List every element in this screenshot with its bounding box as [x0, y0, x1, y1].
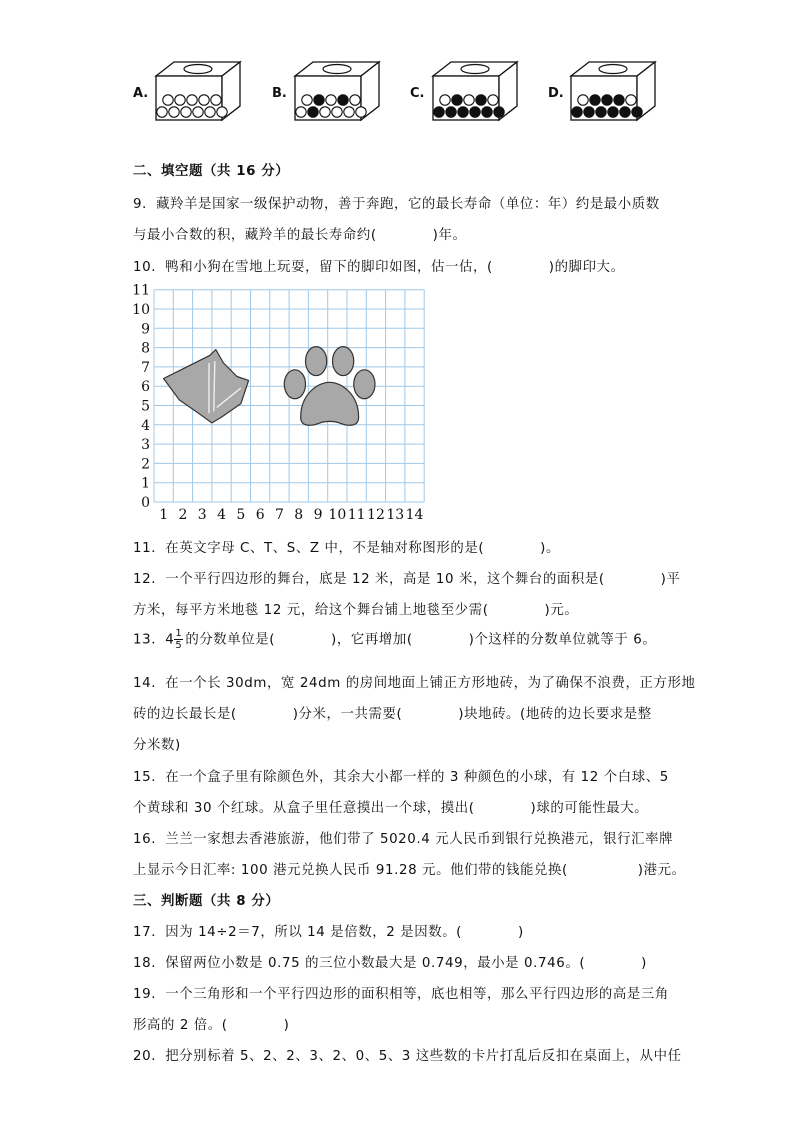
q13-whole: 4 [165, 632, 175, 648]
q12-line2: 方米，每平方米地毯 12 元，给这个舞台铺上地毯至少需( )元。 [133, 603, 579, 618]
q10-line1: 10．鸭和小狗在雪地上玩耍，留下的脚印如图，估一估，( )的脚印大。 [133, 260, 625, 275]
option-a-box [152, 58, 244, 122]
x-tick-label: 13 [386, 507, 405, 523]
white-ball [169, 107, 179, 117]
white-ball [440, 95, 450, 105]
q14-line1: 14．在一个长 30dm，宽 24dm 的房间地面上铺正方形地砖，为了确保不浪费，正方形地 [133, 676, 696, 691]
white-ball [356, 107, 366, 117]
black-ball [458, 107, 468, 117]
black-ball [632, 107, 642, 117]
white-ball [217, 107, 227, 117]
black-ball [446, 107, 456, 117]
white-ball [488, 95, 498, 105]
section-title-judgement: 三、判断题（共 8 分） [133, 894, 280, 909]
black-ball [602, 95, 612, 105]
q16-line2: 上显示今日汇率: 100 港元兑换人民币 91.28 元。他们带的钱能兑换( )港元。 [133, 863, 686, 878]
black-ball [596, 107, 606, 117]
x-tick-label: 3 [197, 507, 207, 523]
white-ball [193, 107, 203, 117]
x-tick-label: 1 [159, 507, 169, 523]
dog-toe-pad [333, 347, 354, 376]
black-ball [476, 95, 486, 105]
q18-line1: 18．保留两位小数是 0.75 的三位小数最大是 0.749，最小是 0.746。( ) [133, 956, 647, 971]
x-tick-label: 8 [294, 507, 304, 523]
y-tick-label: 10 [132, 302, 150, 318]
q13-numerator: 1 [175, 628, 183, 639]
white-ball [199, 95, 209, 105]
white-ball [344, 107, 354, 117]
white-ball [464, 95, 474, 105]
y-tick-label: 5 [141, 398, 150, 415]
box-opening [323, 65, 351, 74]
q15-line1: 15．在一个盒子里有除颜色外，其余大小都一样的 3 种颜色的小球，有 12 个白球、5 [133, 770, 669, 785]
black-ball [452, 95, 462, 105]
white-ball [332, 107, 342, 117]
white-ball [320, 107, 330, 117]
black-ball [308, 107, 318, 117]
black-ball [494, 107, 504, 117]
dog-toe-pad [284, 370, 305, 399]
y-tick-label: 11 [132, 282, 150, 299]
y-tick-label: 1 [141, 475, 150, 492]
q16-line1: 16．兰兰一家想去香港旅游，他们带了 5020.4 元人民币到银行兑换港元，银行汇率牌 [133, 832, 674, 847]
y-tick-label: 7 [141, 359, 150, 376]
option-c-label: C. [410, 86, 425, 101]
white-ball [626, 95, 636, 105]
option-c-box [429, 58, 521, 122]
white-ball [578, 95, 588, 105]
x-tick-label: 5 [236, 507, 246, 523]
x-tick-label: 12 [367, 507, 385, 523]
option-a-label: A. [133, 86, 149, 101]
y-tick-label: 0 [141, 495, 150, 511]
black-ball [434, 107, 444, 117]
black-ball [572, 107, 582, 117]
white-ball [296, 107, 306, 117]
white-ball [175, 95, 185, 105]
q20-line1: 20．把分别标着 5、2、2、3、2、0、5、3 这些数的卡片打乱后反扣在桌面上，从中任 [133, 1049, 682, 1064]
y-tick-label: 2 [141, 456, 150, 473]
black-ball [590, 95, 600, 105]
footprint-grid-figure [128, 282, 438, 524]
dog-toe-pad [306, 347, 327, 376]
option-b-box [291, 58, 383, 122]
q19-line1: 19．一个三角形和一个平行四边形的面积相等，底也相等，那么平行四边形的高是三角 [133, 987, 669, 1002]
q15-line2: 个黄球和 30 个红球。从盒子里任意摸出一个球，摸出( )球的可能性最大。 [133, 801, 649, 816]
black-ball [470, 107, 480, 117]
x-tick-label: 4 [217, 507, 227, 523]
y-tick-label: 3 [141, 437, 150, 454]
q13-fraction [174, 628, 183, 651]
q12-line1: 12．一个平行四边形的舞台，底是 12 米，高是 10 米，这个舞台的面积是( )平 [133, 572, 681, 587]
black-ball [584, 107, 594, 117]
white-ball [302, 95, 312, 105]
x-tick-label: 7 [274, 507, 284, 523]
x-tick-label: 2 [178, 507, 188, 523]
q19-line2: 形高的 2 倍。( ) [133, 1018, 290, 1033]
q11-line1: 11．在英文字母 C、T、S、Z 中，不是轴对称图形的是( )。 [133, 541, 560, 556]
white-ball [205, 107, 215, 117]
dog-toe-pad [354, 370, 375, 399]
box-opening [599, 65, 627, 74]
q17-line1: 17．因为 14÷2＝7，所以 14 是倍数，2 是因数。( ) [133, 925, 524, 940]
black-ball [608, 107, 618, 117]
q14-line3: 分米数) [133, 738, 181, 753]
option-d-label: D. [548, 86, 564, 101]
black-ball [314, 95, 324, 105]
y-tick-label: 9 [141, 321, 150, 338]
x-tick-label: 11 [347, 507, 366, 523]
x-tick-label: 10 [328, 507, 347, 523]
section-title-fill-in: 二、填空题（共 16 分） [133, 164, 290, 179]
white-ball [163, 95, 173, 105]
option-b-label: B. [272, 86, 287, 101]
x-tick-label: 14 [405, 507, 424, 523]
black-ball [338, 95, 348, 105]
q9-line1: 9．藏羚羊是国家一级保护动物，善于奔跑，它的最长寿命（单位：年）约是最小质数 [133, 197, 660, 212]
q13-line [133, 628, 656, 651]
duck-footprint [164, 350, 249, 423]
black-ball [614, 95, 624, 105]
option-d-box [567, 58, 659, 122]
black-ball [620, 107, 630, 117]
dog-main-pad [301, 382, 359, 425]
white-ball [211, 95, 221, 105]
white-ball [350, 95, 360, 105]
q13-rest: 的分数单位是( )，它再增加( )个这样的分数单位就等于 6。 [185, 632, 657, 648]
y-tick-label: 4 [141, 417, 150, 434]
white-ball [187, 95, 197, 105]
q13-denominator: 5 [175, 640, 183, 651]
x-tick-label: 6 [255, 507, 265, 523]
y-tick-label: 6 [141, 379, 150, 396]
x-tick-label: 9 [313, 507, 323, 523]
black-ball [482, 107, 492, 117]
box-opening [461, 65, 489, 74]
q13-prefix: 13． [133, 632, 166, 648]
box-opening [184, 65, 212, 74]
white-ball [326, 95, 336, 105]
y-tick-label: 8 [141, 340, 150, 357]
white-ball [181, 107, 191, 117]
white-ball [157, 107, 167, 117]
q14-line2: 砖的边长最长是( )分米，一共需要( )块地砖。(地砖的边长要求是整 [133, 707, 652, 722]
q9-line2: 与最小合数的积，藏羚羊的最长寿命约( )年。 [133, 228, 467, 243]
